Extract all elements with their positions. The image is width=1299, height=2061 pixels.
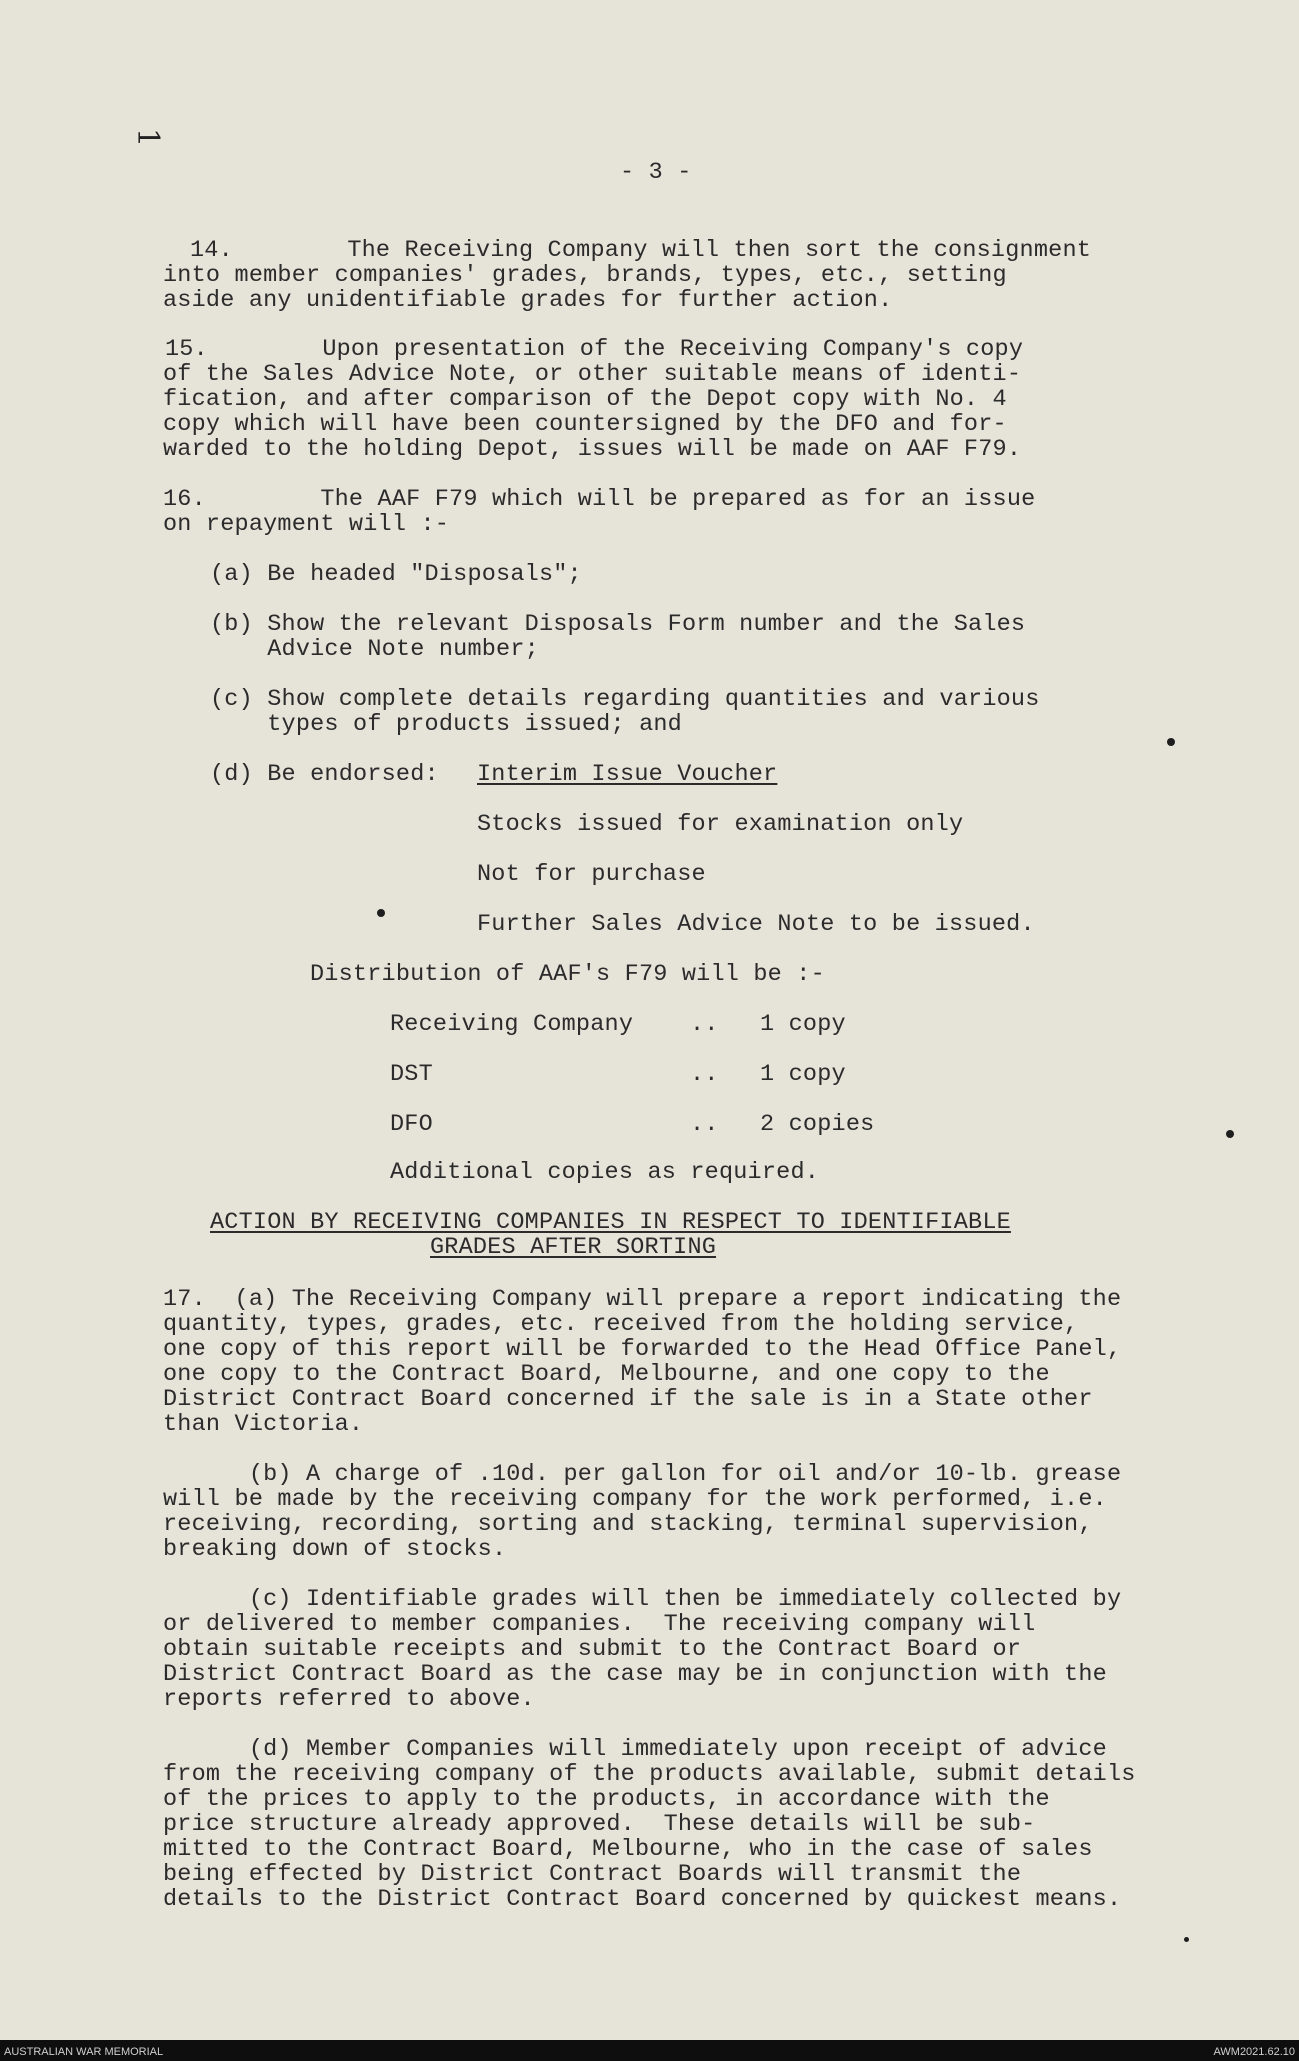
item-b-line: Advice Note number; — [210, 636, 539, 663]
item-c-line: (c) Show complete details regarding quantities and various — [210, 686, 1040, 713]
paper-speck — [1167, 738, 1175, 746]
para-17d-line: of the prices to apply to the products, in accordance with the — [163, 1786, 1050, 1813]
para-17d-line: being effected by District Contract Boards will transmit the — [163, 1861, 1022, 1888]
para-17c-line: (c) Identifiable grades will then be immediately collected by — [163, 1586, 1122, 1613]
page-number: - 3 - — [620, 159, 692, 186]
para-17a-line: one copy of this report will be forwarded to the Head Office Panel, — [163, 1336, 1122, 1363]
item-d-prefix: (d) Be endorsed: — [210, 761, 439, 788]
para-17b-line: (b) A charge of .10d. per gallon for oil and/or 10-lb. grease — [163, 1461, 1122, 1488]
para-17d-line: price structure already approved. These details will be sub- — [163, 1811, 1036, 1838]
para-15-line: of the Sales Advice Note, or other suitable means of identi- — [163, 361, 1022, 388]
paper-speck — [377, 909, 385, 917]
endorsement-line: Not for purchase — [477, 861, 706, 888]
para-15-line: warded to the holding Depot, issues will be made on AAF F79. — [163, 436, 1022, 463]
para-17c-line: or delivered to member companies. The receiving company will — [163, 1611, 1036, 1638]
para-17c-line: District Contract Board as the case may be in conjunction with the — [163, 1661, 1107, 1688]
endorsement-line: Stocks issued for examination only — [477, 811, 964, 838]
section-heading: ACTION BY RECEIVING COMPANIES IN RESPECT TO IDENTIFIABLE — [210, 1209, 1011, 1236]
item-c-line: types of products issued; and — [210, 711, 682, 738]
item-b-line: (b) Show the relevant Disposals Form number and the Sales — [210, 611, 1026, 638]
para-14-line: aside any unidentifiable grades for further action. — [163, 287, 893, 314]
margin-mark: 1 — [130, 127, 166, 148]
distribution-heading: Distribution of AAF's F79 will be :- — [310, 961, 825, 988]
para-17d-line: details to the District Contract Board concerned by quickest means. — [163, 1886, 1122, 1913]
distribution-recipient: DFO — [390, 1111, 433, 1138]
footer-left-label: AUSTRALIAN WAR MEMORIAL — [4, 2046, 164, 2058]
para-17a-line: District Contract Board concerned if the sale is in a State other — [163, 1386, 1093, 1413]
para-17a-line: 17. (a) The Receiving Company will prepare a report indicating the — [163, 1286, 1122, 1313]
para-15-line: 15. Upon presentation of the Receiving Company's copy — [165, 336, 1024, 363]
para-17d-line: (d) Member Companies will immediately upon receipt of advice — [163, 1736, 1107, 1763]
distribution-recipient: Receiving Company — [390, 1011, 634, 1038]
distribution-copies: 1 copy — [760, 1011, 846, 1038]
para-17a-line: than Victoria. — [163, 1411, 364, 1438]
section-heading: GRADES AFTER SORTING — [430, 1234, 717, 1261]
endorsement-line: Further Sales Advice Note to be issued. — [477, 911, 1035, 938]
archive-footer — [0, 2044, 1299, 2061]
additional-copies: Additional copies as required. — [390, 1159, 820, 1186]
para-14-line: into member companies' grades, brands, types, etc., setting — [163, 262, 1007, 289]
footer-right-label: AWM2021.62.10 — [1213, 2046, 1295, 2058]
para-17a-line: one copy to the Contract Board, Melbourne, and one copy to the — [163, 1361, 1050, 1388]
para-16-line: 16. The AAF F79 which will be prepared as for an issue — [163, 486, 1036, 513]
para-17b-line: will be made by the receiving company for the work performed, i.e. — [163, 1486, 1107, 1513]
para-17d-line: from the receiving company of the products available, submit details — [163, 1761, 1136, 1788]
para-17c-line: reports referred to above. — [163, 1686, 535, 1713]
distribution-copies: 1 copy — [760, 1061, 846, 1088]
distribution-copies: 2 copies — [760, 1111, 875, 1138]
para-17b-line: receiving, recording, sorting and stacking, terminal supervision, — [163, 1511, 1093, 1538]
distribution-dots: .. — [690, 1011, 719, 1038]
para-17b-line: breaking down of stocks. — [163, 1536, 507, 1563]
para-14-line: 14. The Receiving Company will then sort the consignment — [190, 237, 1092, 264]
paper-speck — [1226, 1130, 1234, 1138]
endorsement-title: Interim Issue Voucher — [477, 761, 778, 788]
item-a: (a) Be headed "Disposals"; — [210, 561, 582, 588]
para-17c-line: obtain suitable receipts and submit to the Contract Board or — [163, 1636, 1022, 1663]
para-17a-line: quantity, types, grades, etc. received from the holding service, — [163, 1311, 1079, 1338]
distribution-dots: .. — [690, 1061, 719, 1088]
para-15-line: copy which will have been countersigned by the DFO and for- — [163, 411, 1007, 438]
para-17d-line: mitted to the Contract Board, Melbourne, who in the case of sales — [163, 1836, 1093, 1863]
para-16-line: on repayment will :- — [163, 511, 450, 538]
distribution-dots: .. — [690, 1111, 719, 1138]
distribution-recipient: DST — [390, 1061, 433, 1088]
paper-speck — [1184, 1937, 1189, 1942]
para-15-line: fication, and after comparison of the Depot copy with No. 4 — [163, 386, 1007, 413]
